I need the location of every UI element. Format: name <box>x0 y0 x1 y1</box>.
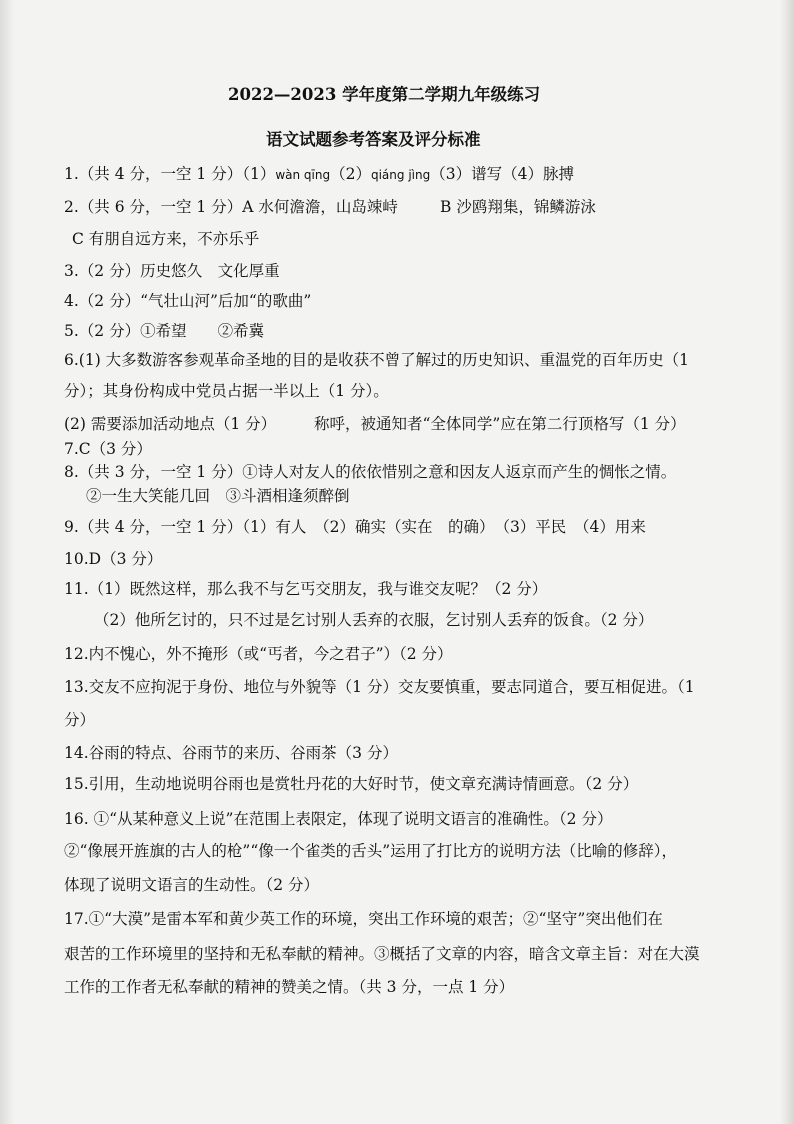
answer-17-line-1: 17.①“大漠”是雷本军和黄少英工作的环境，突出工作环境的艰苦；②“坚守”突出他们在 <box>64 910 663 928</box>
answer-2-line-1b: B 沙鸥翔集，锦鳞游泳 <box>440 198 596 216</box>
scan-shadow-right <box>780 0 794 1124</box>
answer-16-line-3: 体现了说明文语言的生动性。（2 分） <box>64 876 320 894</box>
document-title: 2022—2023 学年度第二学期九年级练习 <box>228 85 541 104</box>
answer-6-line-3: (2) 需要添加活动地点（1 分） <box>64 415 277 433</box>
answer-8-line-2: ②一生大笑能几回 ③斗酒相逢须醉倒 <box>86 487 350 505</box>
answer-15: 15.引用，生动地说明谷雨也是赏牡丹花的大好时节，使文章充满诗情画意。（2 分） <box>64 775 639 793</box>
answer-16-line-1: 16. ①“从某种意义上说”在范围上表限定，体现了说明文语言的准确性。（2 分） <box>64 810 613 828</box>
answer-3: 3.（2 分）历史悠久 文化厚重 <box>64 262 280 280</box>
answer-14: 14.谷雨的特点、谷雨节的来历、谷雨茶（3 分） <box>64 744 398 762</box>
answer-6-line-2: 分）；其身份构成中党员占据一半以上（1 分）。 <box>64 382 389 400</box>
answer-1-tail: （3）谱写（4）脉搏 <box>430 165 574 183</box>
answer-10: 10.D（3 分） <box>64 550 163 568</box>
answer-11-line-1: 11.（1）既然这样，那么我不与乞丐交朋友，我与谁交友呢？（2 分） <box>64 580 548 598</box>
answer-6-line-3b: 称呼，被通知者“全体同学”应在第二行顶格写（1 分） <box>314 415 686 433</box>
answer-17-line-2: 艰苦的工作环境里的坚持和无私奉献的精神。③概括了文章的内容，暗含文章主旨：对在大漠 <box>64 945 700 963</box>
answer-4: 4.（2 分）“气壮山河”后加“的歌曲” <box>64 292 312 310</box>
answer-12: 12.内不愧心，外不掩形（或“丐者，今之君子”）（2 分） <box>64 645 453 663</box>
answer-1-head: 1.（共 4 分，一空 1 分）（1） <box>64 165 276 183</box>
answer-13-line-2: 分） <box>64 711 96 729</box>
document-subtitle: 语文试题参考答案及评分标准 <box>266 130 481 149</box>
answer-1-pinyin-2: qiáng jìng <box>370 168 431 182</box>
answer-16-line-2: ②“像展开旌旗的古人的枪”“像一个雀类的舌头”运用了打比方的说明方法（比喻的修辞）， <box>64 842 677 860</box>
answer-1-pinyin-1: wàn qīng <box>275 168 331 182</box>
answer-5: 5.（2 分）①希望 ②希冀 <box>64 322 265 340</box>
answer-8-line-1: 8.（共 3 分，一空 1 分）①诗人对友人的依依惜别之意和因友人返京而产生的惆怅之情。 <box>64 463 677 481</box>
answer-2-line-2: C 有朋自远方来，不亦乐乎 <box>72 230 260 248</box>
answer-1-mid: （2） <box>330 165 371 183</box>
answer-6-line-1: 6.(1) 大多数游客参观革命圣地的目的是收获不曾了解过的历史知识、重温党的百年历史（1 <box>64 351 690 369</box>
answer-11-line-2: （2）他所乞讨的，只不过是乞讨别人丢弃的衣服，乞讨别人丢弃的饭食。（2 分） <box>94 611 654 629</box>
answer-2-line-1: 2.（共 6 分，一空 1 分）A 水何澹澹，山岛竦峙 <box>64 198 398 216</box>
answer-1 <box>64 163 574 186</box>
answer-9: 9.（共 4 分，一空 1 分）（1）有人 （2）确实（实在 的确） （3）平民 （4）用来 <box>64 518 646 536</box>
answer-17-line-3: 工作的工作者无私奉献的精神的赞美之情。（共 3 分，一点 1 分） <box>64 978 515 996</box>
scan-shadow-left <box>0 0 14 1124</box>
answer-13-line-1: 13.交友不应拘泥于身份、地位与外貌等（1 分）交友要慎重，要志同道合，要互相促进。（1 <box>64 678 695 696</box>
answer-7: 7.C（3 分） <box>64 440 152 458</box>
